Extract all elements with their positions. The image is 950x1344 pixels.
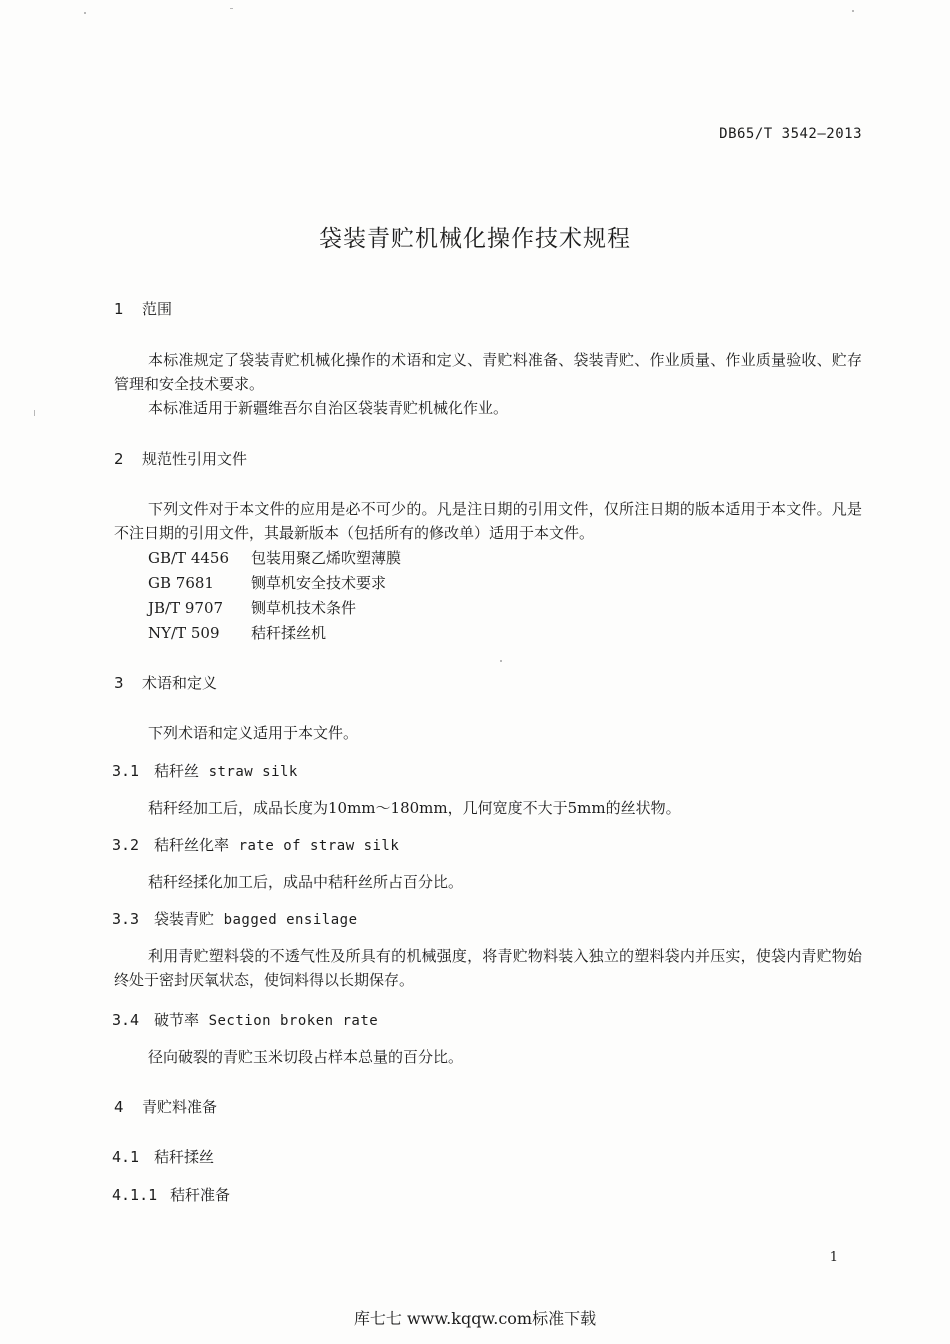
subsection-heading-4-1 — [112, 1146, 214, 1167]
section-heading-1 — [114, 298, 172, 319]
reference-row — [148, 547, 401, 568]
reference-name: 秸秆揉丝机 — [251, 624, 327, 642]
reference-name: 铡草机技术条件 — [251, 599, 357, 617]
term-definition: 径向破裂的青贮玉米切段占样本总量的百分比。 — [148, 1048, 464, 1066]
section-title: 范围 — [142, 300, 173, 318]
references-paragraph: 下列文件对于本文件的应用是必不可少的。凡是注日期的引用文件，仅所注日期的版本适用于本文件。凡是不注日期的引用文件，其最新版本（包括所有的修改单）适用于本文件。 — [114, 500, 862, 542]
term-number: 3.2 — [112, 836, 140, 854]
section-number: 4 — [114, 1098, 124, 1116]
term-number: 3.4 — [112, 1011, 140, 1029]
subsection-title: 秸秆准备 — [170, 1186, 231, 1204]
standard-code: DB65/T 3542—2013 — [719, 126, 862, 142]
term-en: rate of straw silk — [238, 838, 400, 854]
term-number: 3.1 — [112, 762, 140, 780]
reference-name: 包装用聚乙烯吹塑薄膜 — [251, 549, 402, 567]
section-title: 规范性引用文件 — [142, 450, 248, 468]
document-title: 袋装青贮机械化操作技术规程 — [319, 226, 631, 252]
term-en: straw silk — [208, 764, 298, 780]
section-number: 3 — [114, 674, 124, 692]
terms-intro: 下列术语和定义适用于本文件。 — [148, 724, 359, 742]
reference-code: NY/T 509 — [148, 624, 220, 642]
reference-code: JB/T 9707 — [148, 599, 224, 617]
reference-code: GB/T 4456 — [148, 549, 230, 567]
reference-row — [148, 572, 386, 593]
subsection-title: 秸秆揉丝 — [154, 1148, 215, 1166]
subsection-number: 4.1 — [112, 1148, 140, 1166]
section-number: 2 — [114, 450, 124, 468]
term-heading-3-4 — [112, 1009, 378, 1030]
term-zh: 秸秆丝 — [154, 762, 200, 780]
term-definition: 秸秆经加工后，成品长度为10mm～180mm，几何宽度不大于5mm的丝状物。 — [148, 799, 681, 817]
page-number: 1 — [829, 1250, 838, 1265]
section-heading-3 — [114, 672, 217, 693]
term-definition: 利用青贮塑料袋的不透气性及所具有的机械强度，将青贮物料装入独立的塑料袋内并压实，使袋内青贮物始终处于密封厌氧状态，使饲料得以长期保存。 — [114, 947, 862, 989]
term-zh: 袋装青贮 — [154, 910, 215, 928]
reference-row — [148, 597, 356, 618]
section-title: 青贮料准备 — [142, 1098, 218, 1116]
reference-row — [148, 622, 326, 643]
term-heading-3-2 — [112, 834, 399, 855]
scope-paragraph-1: 本标准规定了袋装青贮机械化操作的术语和定义、青贮料准备、袋装青贮、作业质量、作业质量验收、贮存管理和安全技术要求。 — [114, 351, 862, 393]
reference-name: 铡草机安全技术要求 — [251, 574, 387, 592]
term-zh: 破节率 — [154, 1011, 200, 1029]
subsection-number: 4.1.1 — [112, 1186, 158, 1204]
term-heading-3-3 — [112, 908, 358, 929]
scope-paragraph-2: 本标准适用于新疆维吾尔自治区袋装青贮机械化作业。 — [148, 399, 509, 417]
section-number: 1 — [114, 300, 124, 318]
reference-code: GB 7681 — [148, 574, 214, 592]
term-number: 3.3 — [112, 910, 140, 928]
term-heading-3-1 — [112, 760, 298, 781]
subsection-heading-4-1-1 — [112, 1184, 230, 1205]
section-heading-2 — [114, 448, 247, 469]
term-definition: 秸秆经揉化加工后，成品中秸秆丝所占百分比。 — [148, 873, 464, 891]
footer-watermark: 库七七 www.kqqw.com标准下载 — [353, 1309, 597, 1328]
term-en: bagged ensilage — [223, 912, 358, 928]
section-title: 术语和定义 — [142, 674, 218, 692]
term-zh: 秸秆丝化率 — [154, 836, 230, 854]
term-en: Section broken rate — [208, 1013, 379, 1029]
section-heading-4 — [114, 1096, 217, 1117]
